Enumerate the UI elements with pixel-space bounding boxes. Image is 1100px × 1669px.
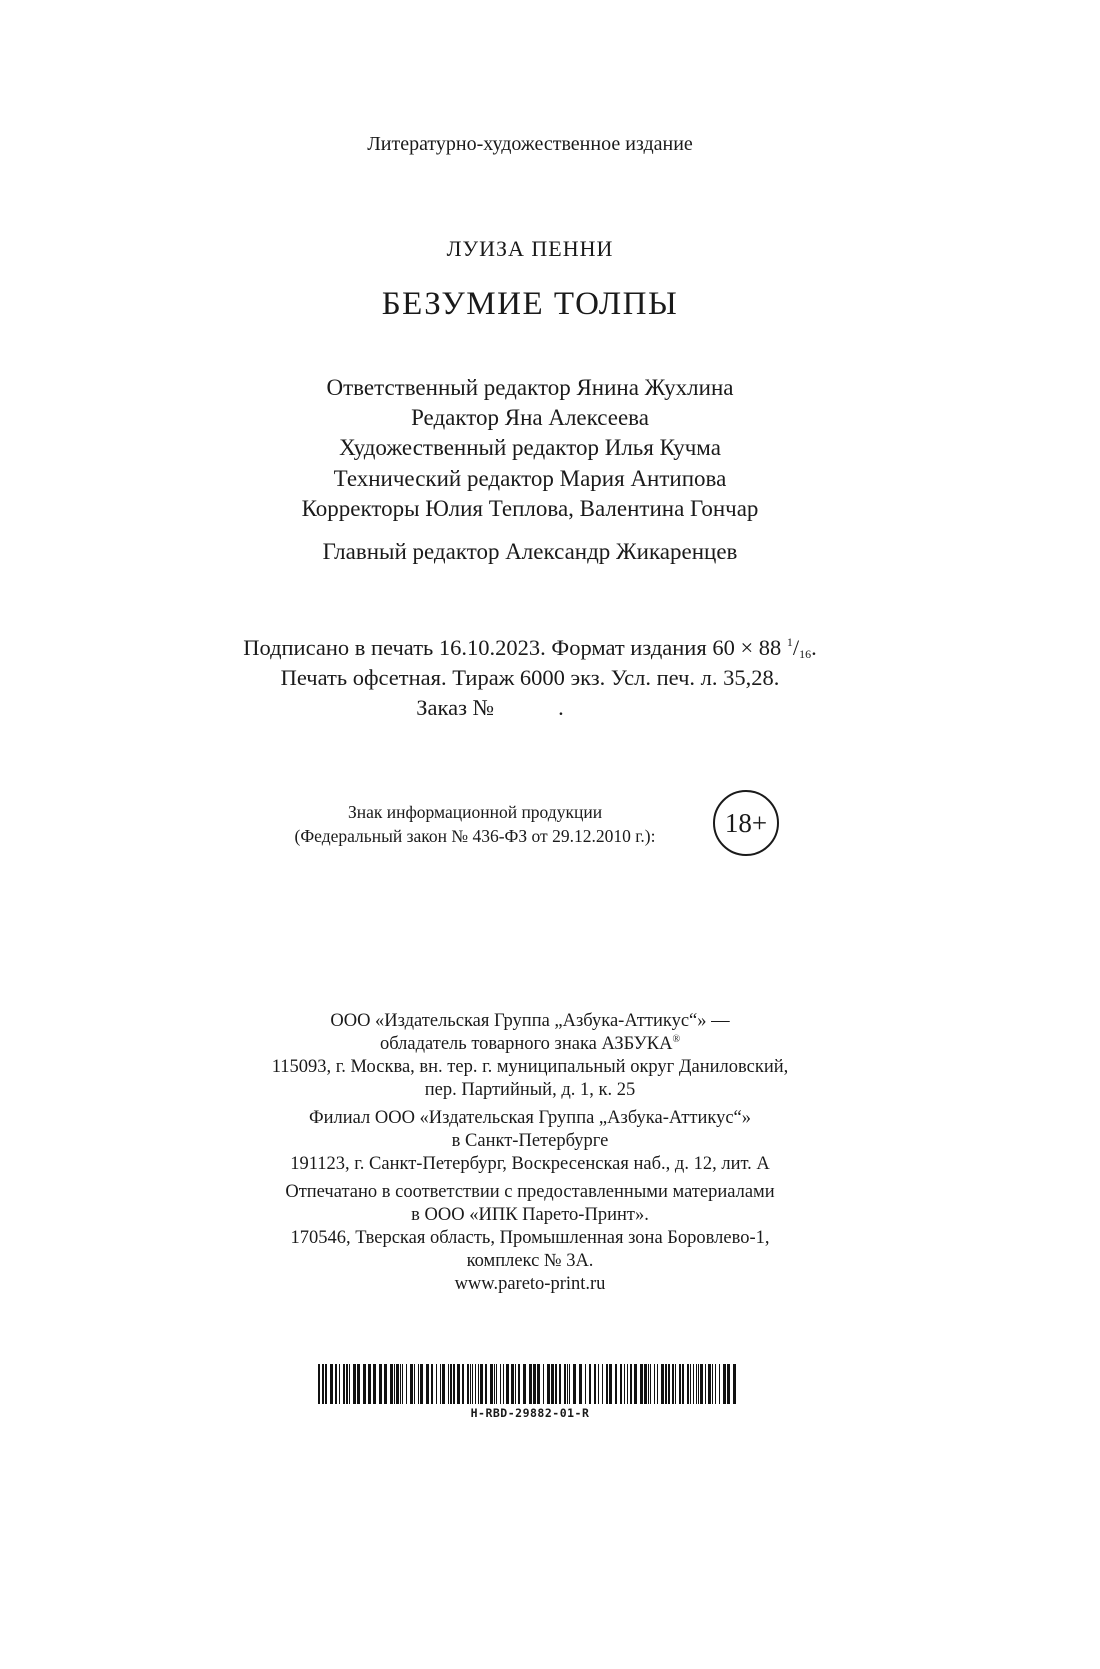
trademark-text: обладатель товарного знака АЗБУКА [379,1034,673,1054]
printer-note: Отпечатано в соответствии с предоставленными материалами [285,1182,775,1202]
format-period: . [811,635,817,660]
age-rating-label-line: Знак информационной продукции [347,802,603,822]
printer-name: в ООО «ИПК Парето-Принт». [411,1205,649,1225]
credit-line: Корректоры Юлия Теплова, Валентина Гончар [301,496,759,521]
publisher-address: 115093, г. Москва, вн. тер. г. муниципальный округ Даниловский, [271,1057,789,1077]
branch-address: 191123, г. Санкт-Петербург, Воскресенская наб., д. 12, лит. А [290,1154,770,1174]
chief-editor-line: Главный редактор Александр Жикаренцев [322,539,738,564]
printer-address: 170546, Тверская область, Промышленная зона Боровлево-1, [290,1228,770,1248]
credit-line: Художественный редактор Илья Кучма [339,435,721,460]
trademark-line [0,1034,1060,1055]
branch-city: в Санкт-Петербурге [451,1131,609,1151]
genre-label: Литературно-художественное издание [367,133,693,155]
format-numerator: 1 [786,635,793,649]
age-rating-law-line: (Федеральный закон № 436-ФЗ от 29.12.2010 г.): [294,826,656,846]
publisher-name: ООО «Издательская Группа „Азбука-Аттикус“» — [330,1011,730,1031]
format-denominator: 16 [799,647,812,661]
credit-line: Ответственный редактор Янина Жухлина [326,375,734,400]
book-title: БЕЗУМИЕ ТОЛПЫ [381,286,679,322]
barcode-text: H-RBD-29882-01-R [470,1406,590,1420]
format-fraction [787,635,811,660]
branch-name: Филиал ООО «Издательская Группа „Азбука-Аттикус“» [308,1108,752,1128]
credit-line: Технический редактор Мария Антипова [333,466,727,491]
publisher-address: пер. Партийный, д. 1, к. 25 [424,1080,636,1100]
order-period: . [558,695,564,720]
order-line [0,695,1020,721]
format-slash: / [792,635,800,660]
print-signed-text: Подписано в печать 16.10.2023. Формат издания 60 × 88 [243,635,782,660]
age-rating-badge: 18+ [713,790,779,856]
registered-mark: ® [672,1034,681,1045]
age-rating-label [240,800,710,848]
printer-address: комплекс № 3А. [466,1251,594,1271]
printer-website: www.pareto-print.ru [454,1274,606,1294]
order-label: Заказ № [416,695,495,720]
credit-line: Редактор Яна Алексеева [411,405,649,430]
print-signed-line [0,635,1060,662]
author-name: ЛУИЗА ПЕННИ [446,236,614,261]
barcode-image [318,1364,742,1404]
print-run-line: Печать офсетная. Тираж 6000 экз. Усл. печ. л. 35,28. [280,665,780,690]
